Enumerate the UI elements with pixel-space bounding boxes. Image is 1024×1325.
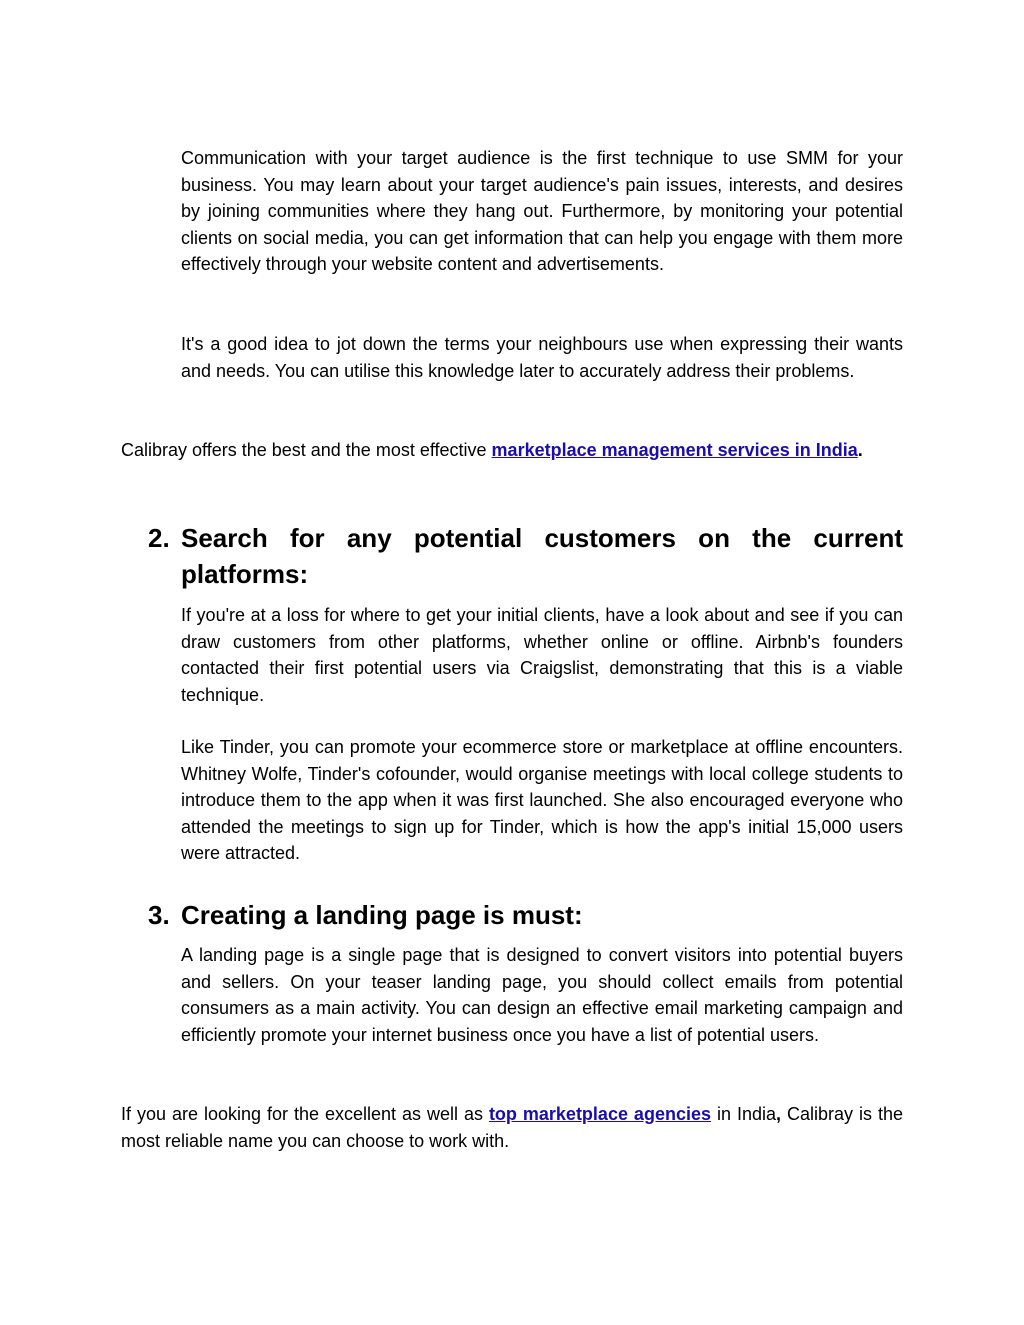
heading-number: 2. <box>148 523 170 553</box>
paragraph-loss-for-clients <box>181 602 903 708</box>
paragraph-landing-page <box>181 942 903 1048</box>
paragraph-text: A landing page is a single page that is designed to convert visitors into potential buyers and sellers. On your teaser landing page, you should collect emails from potential consumers as a main activity. You can design an effective email marketing campaign and efficiently promote your internet business once you have a list of potential users. <box>181 945 903 1045</box>
paragraph-closing <box>121 1101 903 1154</box>
section-heading-2 <box>148 520 903 592</box>
text-span: in India <box>710 1104 776 1124</box>
paragraph-text: If you're at a loss for where to get your initial clients, have a look about and see if you can draw customers from other platforms, whether online or offline. Airbnb's founders contacted their first potential users via Craigslist, demonstrating that this is a viable technique. <box>181 605 903 705</box>
text-span: . <box>857 440 863 460</box>
heading-number: 3. <box>148 900 170 930</box>
paragraph-text: Communication with your target audience is the first technique to use SMM for your business. You may learn about your target audience's pain issues, interests, and desires by joining communities where they hang out. Furthermore, by monitoring your potential clients on social media, you can get information that can help you engage with them more effectively through your website content and advertisements. <box>181 148 903 275</box>
top-marketplace-agencies-link[interactable]: top marketplace agencies <box>488 1104 711 1124</box>
marketplace-services-link[interactable]: marketplace management services in India <box>491 440 858 460</box>
text-span: Calibray offers the best and the most effective <box>121 440 492 460</box>
heading-text: Search for any potential customers on the current platforms: <box>181 523 903 589</box>
paragraph-text: Like Tinder, you can promote your ecommerce store or marketplace at offline encounters. Whitney Wolfe, Tinder's cofounder, would organise meetings with local college students to introduce them to the app when it was first launched. She also encouraged everyone who attended the meetings to sign up for Tinder, which is how the app's initial 15,000 users were attracted. <box>181 737 903 864</box>
paragraph-text <box>121 437 903 464</box>
paragraph-tinder <box>181 734 903 867</box>
paragraph-calibray-offer <box>121 437 903 464</box>
text-span: If you are looking for the excellent as well as <box>121 1104 489 1124</box>
section-heading-3 <box>148 897 903 933</box>
paragraph-text: It's a good idea to jot down the terms your neighbours use when expressing their wants and needs. You can utilise this knowledge later to accurately address their problems. <box>181 334 903 381</box>
heading-text: Creating a landing page is must: <box>181 900 583 930</box>
paragraph-text <box>121 1101 903 1154</box>
text-span: , <box>775 1104 781 1124</box>
paragraph-smm-communication <box>181 145 903 278</box>
text-span: Calibray is the most reliable name you can choose to work with. <box>121 1104 903 1151</box>
paragraph-jot-terms <box>181 331 903 384</box>
